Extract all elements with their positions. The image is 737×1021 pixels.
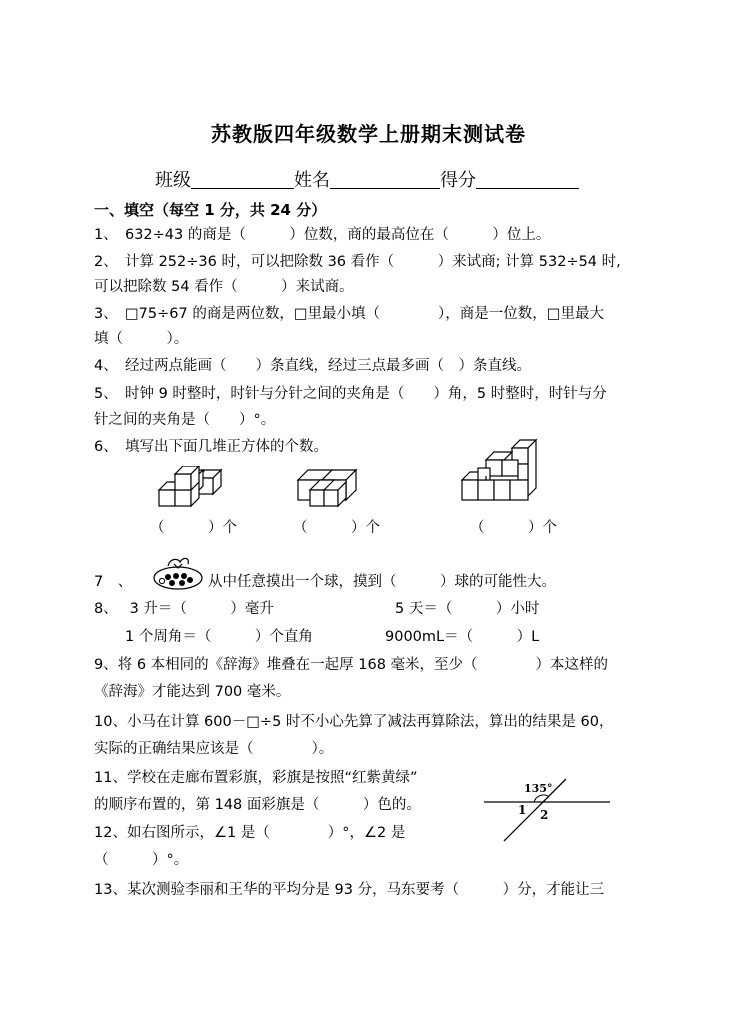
- question-9-cont: 《辞海》才能达到 700 毫米。: [94, 684, 291, 700]
- question-8c: 1 个周角＝（ ）个直角: [125, 629, 313, 645]
- question-8a: 8、 3 升＝（ ）毫升: [94, 601, 274, 617]
- question-1: 1、 632÷43 的商是（ ）位数，商的最高位在（ ）位上。: [94, 227, 551, 243]
- angle-figure: [482, 777, 612, 843]
- question-12-cont: （ ）°。: [94, 852, 189, 868]
- question-5-cont: 针之间的夹角是（ ）°。: [94, 412, 276, 428]
- question-10: 10、小马在计算 600－□÷5 时不小心先算了减法再算除法，算出的结果是 60，: [94, 714, 614, 730]
- ball-bag-icon: [152, 556, 206, 592]
- class-label: 班级: [155, 170, 191, 191]
- question-5: 5、 时钟 9 时整时，时针与分针之间的夹角是（ ）角，5 时整时，时针与分: [94, 386, 607, 402]
- score-blank: [476, 170, 579, 189]
- question-8b: 5 天＝（ ）小时: [395, 601, 540, 617]
- class-blank: [191, 170, 294, 189]
- angle-1-label: 1: [518, 803, 527, 817]
- page-title: 苏教版四年级数学上册期末测试卷: [211, 122, 526, 146]
- question-6: 6、 填写出下面几堆正方体的个数。: [94, 439, 328, 455]
- name-label: 姓名: [294, 170, 330, 191]
- question-2: 2、 计算 252÷36 时，可以把除数 36 看作（ ）来试商; 计算 532÷54 时,: [94, 254, 621, 270]
- question-9: 9、将 6 本相同的《辞海》堆叠在一起厚 168 毫米，至少（ ）本这样的: [94, 657, 609, 673]
- question-10-cont: 实际的正确结果应该是（ ）。: [94, 741, 334, 757]
- cube-answer-3: （ ）个: [470, 520, 557, 536]
- question-8d: 9000mL＝（ ）L: [385, 629, 540, 645]
- question-11-cont: 的顺序布置的，第 148 面彩旗是（ ）色的。: [94, 797, 421, 813]
- cube-pile-3: [460, 438, 540, 506]
- question-3: 3、 □75÷67 的商是两位数，□里最小填（ ），商是一位数，□里最大: [94, 306, 604, 322]
- cube-answer-2: （ ）个: [293, 520, 380, 536]
- student-info-row: [155, 166, 579, 192]
- question-2-cont: 可以把除数 54 看作（ ）来试商。: [94, 279, 354, 295]
- question-4: 4、 经过两点能画（ ）条直线，经过三点最多画（ ）条直线。: [94, 358, 531, 374]
- cube-pile-1: [157, 466, 223, 508]
- question-13: 13、某次测验李丽和王华的平均分是 93 分，马东要考（ ）分，才能让三: [94, 882, 605, 898]
- name-blank: [330, 170, 440, 189]
- question-3-cont: 填（ ）。: [94, 331, 189, 347]
- section-heading: 一、填空（每空 1 分，共 24 分）: [94, 201, 327, 219]
- question-7-number: 7 、: [94, 574, 133, 590]
- question-7: 从中任意摸出一个球，摸到（ ）球的可能性大。: [208, 574, 556, 590]
- cube-pile-2: [296, 466, 360, 508]
- question-12: 12、如右图所示，∠1 是（ ）°，∠2 是: [94, 825, 406, 841]
- score-label: 得分: [440, 170, 476, 191]
- question-11: 11、学校在走廊布置彩旗，彩旗是按照“红紫黄绿”: [94, 770, 418, 786]
- angle-135-label: 135°: [524, 782, 553, 795]
- cube-answer-1: （ ）个: [150, 520, 237, 536]
- angle-2-label: 2: [540, 808, 549, 822]
